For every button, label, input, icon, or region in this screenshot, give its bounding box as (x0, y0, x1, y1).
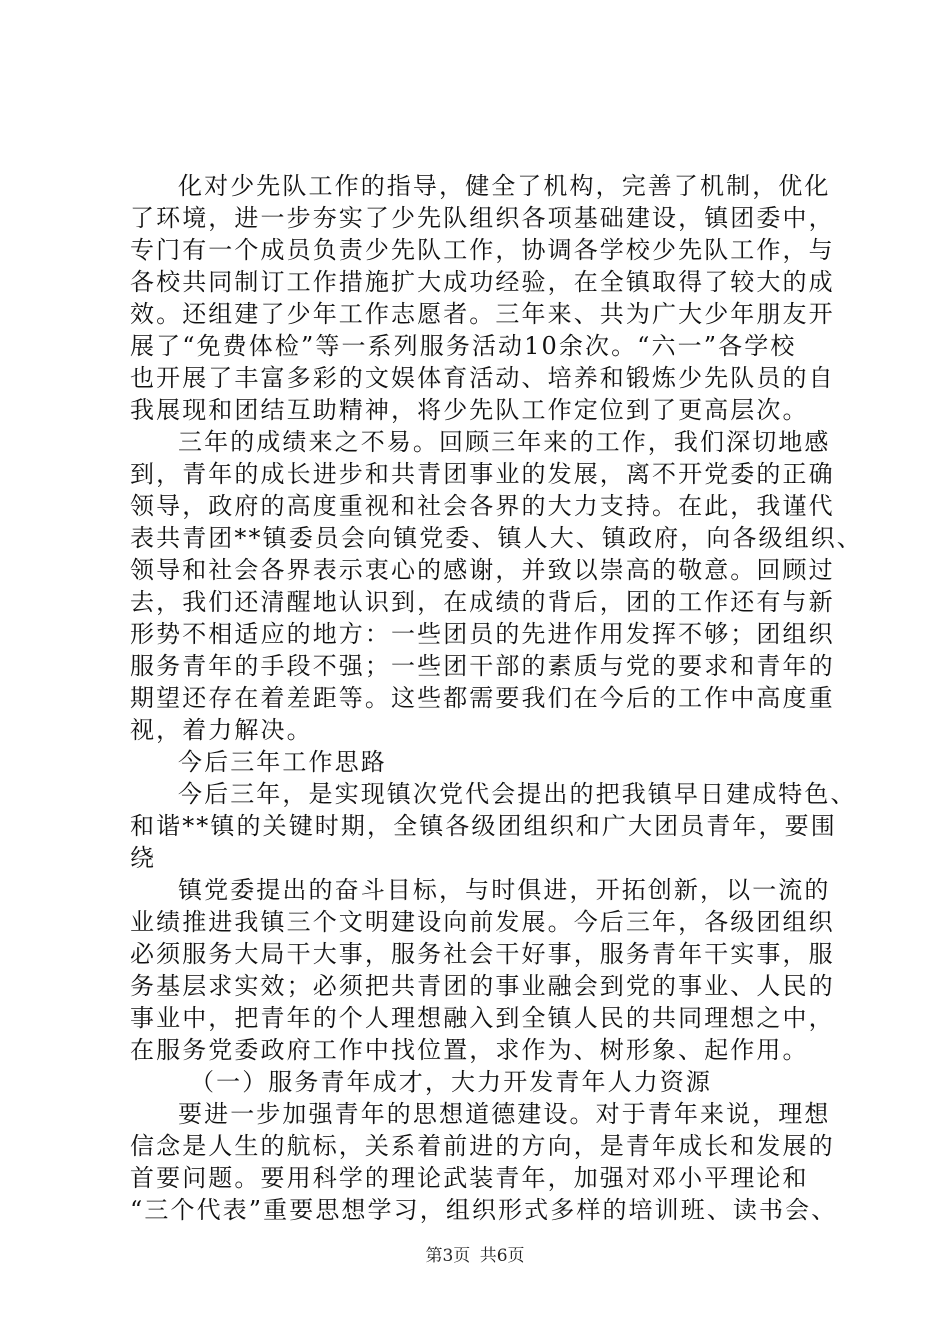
text-line: 展了“免费体检”等一系列服务活动10余次。“六一”各学校 (130, 332, 797, 360)
page-total: 共6页 (479, 1246, 525, 1266)
text-line: 领导，政府的高度重视和社会各界的大力支持。在此，我谨代 (130, 492, 835, 520)
section-heading: 今后三年工作思路 (178, 748, 387, 776)
text-line: 业绩推进我镇三个文明建设向前发展。今后三年，各级团组织 (130, 908, 835, 936)
text-line: 效。还组建了少年工作志愿者。三年来、共为广大少年朋友开 (130, 300, 835, 328)
text-line: 三年的成绩来之不易。回顾三年来的工作，我们深切地感 (178, 428, 831, 456)
text-line: 服务青年的手段不强；一些团干部的素质与党的要求和青年的 (130, 652, 835, 680)
page-number: 第3页 (425, 1246, 471, 1266)
text-line: 绕 (130, 844, 157, 872)
text-line: 领导和社会各界表示衷心的感谢，并致以崇高的敬意。回顾过 (130, 556, 835, 584)
document-body (130, 170, 863, 1226)
text-line: 到，青年的成长进步和共青团事业的发展，离不开党委的正确 (130, 460, 835, 488)
text-line: 要进一步加强青年的思想道德建设。对于青年来说，理想 (178, 1100, 831, 1128)
text-line: 了环境，进一步夯实了少先队组织各项基础建设，镇团委中， (130, 204, 835, 232)
text-line: 视，着力解决。 (130, 716, 313, 744)
text-line: 各校共同制订工作措施扩大成功经验，在全镇取得了较大的成 (130, 268, 835, 296)
text-line: 去，我们还清醒地认识到，在成绩的背后，团的工作还有与新 (130, 588, 835, 616)
text-line: 期望还存在着差距等。这些都需要我们在今后的工作中高度重 (130, 684, 835, 712)
text-line: 镇党委提出的奋斗目标，与时俱进，开拓创新，以一流的 (178, 876, 831, 904)
text-line: 信念是人生的航标，关系着前进的方向，是青年成长和发展的 (130, 1132, 835, 1160)
text-line: 今后三年，是实现镇次党代会提出的把我镇早日建成特色、 (178, 780, 857, 808)
text-line: “三个代表”重要思想学习，组织形式多样的培训班、读书会、 (130, 1196, 838, 1224)
text-line: 在服务党委政府工作中找位置，求作为、树形象、起作用。 (130, 1036, 809, 1064)
page-footer (0, 1244, 950, 1268)
text-line: 形势不相适应的地方：一些团员的先进作用发挥不够；团组织 (130, 620, 835, 648)
text-line: 首要问题。要用科学的理论武装青年，加强对邓小平理论和 (130, 1164, 809, 1192)
text-line: 必须服务大局干大事，服务社会干好事，服务青年干实事，服 (130, 940, 835, 968)
text-line: 专门有一个成员负责少先队工作，协调各学校少先队工作，与 (130, 236, 835, 264)
text-line: 表共青团**镇委员会向镇党委、镇人大、镇政府，向各级组织、 (130, 524, 863, 552)
subsection-heading: （一）服务青年成才，大力开发青年人力资源 (190, 1068, 712, 1096)
text-line: 和谐**镇的关键时期，全镇各级团组织和广大团员青年，要围 (130, 812, 837, 840)
text-line: 也开展了丰富多彩的文娱体育活动、培养和锻炼少先队员的自 (130, 364, 835, 392)
text-line: 化对少先队工作的指导，健全了机构，完善了机制，优化 (178, 172, 831, 200)
text-line: 事业中，把青年的个人理想融入到全镇人民的共同理想之中， (130, 1004, 835, 1032)
text-line: 我展现和团结互助精神，将少先队工作定位到了更高层次。 (130, 396, 809, 424)
text-line: 务基层求实效；必须把共青团的事业融会到党的事业、人民的 (130, 972, 835, 1000)
